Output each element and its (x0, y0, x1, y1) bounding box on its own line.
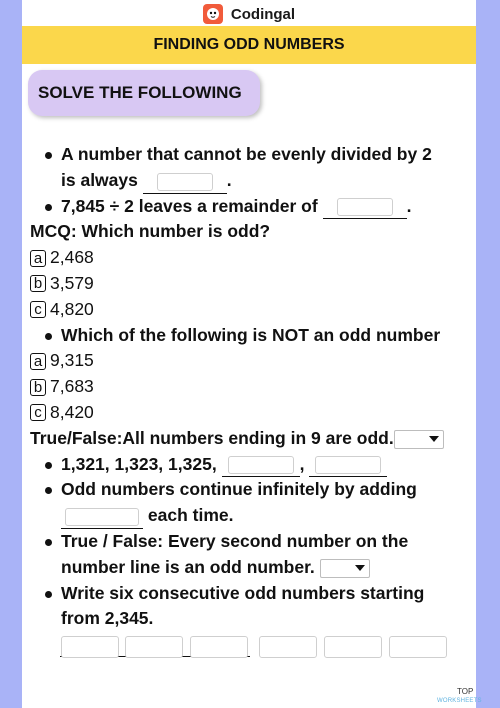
option-value: 4,820 (50, 298, 94, 319)
odd-answer-1[interactable] (61, 636, 119, 658)
mcq-1-option-c[interactable] (30, 297, 474, 323)
answer-blank-1[interactable] (143, 173, 227, 194)
mcq-2-option-c[interactable] (30, 400, 474, 426)
true-false-2 (30, 529, 474, 581)
odd-answer-6[interactable] (389, 636, 447, 658)
question-2-suffix: . (406, 195, 412, 216)
six-odd-answers (58, 636, 458, 658)
sequence-blank-1[interactable] (222, 456, 300, 477)
option-letter: c (30, 404, 46, 421)
option-value: 3,579 (50, 272, 94, 293)
question-1-line2 (61, 168, 474, 194)
odd-answer-5[interactable] (324, 636, 382, 658)
mcq-1-title: MCQ: Which number is odd? (30, 221, 271, 242)
infinite-suffix: each time. (147, 505, 234, 526)
infinite-blank[interactable] (61, 508, 143, 529)
answer-blank-2[interactable] (323, 198, 407, 219)
option-value: 7,683 (50, 376, 94, 397)
question-2-text: 7,845 ÷ 2 leaves a remainder of (61, 195, 318, 216)
section-heading: SOLVE THE FOLLOWING (28, 70, 260, 116)
true-false-1-dropdown[interactable] (394, 430, 444, 449)
infinite-line2 (61, 503, 474, 529)
question-list (30, 142, 474, 632)
question-1-prefix: is always (61, 169, 138, 190)
infinite-question (30, 477, 474, 529)
infinite-line1: Odd numbers continue infinitely by adding (61, 479, 417, 500)
true-false-1 (30, 426, 474, 452)
page-title: FINDING ODD NUMBERS (22, 26, 476, 64)
option-letter: a (30, 250, 46, 267)
mcq-1-option-b[interactable] (30, 271, 474, 297)
question-1-suffix: . (226, 169, 232, 190)
option-letter: b (30, 275, 46, 292)
option-value: 9,315 (50, 350, 94, 371)
option-letter: a (30, 353, 46, 370)
question-1 (30, 142, 474, 194)
true-false-1-text: True/False:All numbers ending in 9 are odd. (30, 427, 394, 448)
option-letter: b (30, 379, 46, 396)
odd-answer-2[interactable] (125, 636, 183, 658)
six-odd-line2: from 2,345. (61, 608, 154, 629)
true-false-2-dropdown[interactable] (320, 559, 370, 578)
sequence-blank-2[interactable] (309, 456, 387, 477)
mcq-2-option-a[interactable] (30, 348, 474, 374)
option-value: 2,468 (50, 247, 94, 268)
sequence-question (30, 452, 474, 478)
chevron-down-icon (355, 565, 365, 571)
six-odd-question (30, 581, 474, 633)
mcq-1-option-a[interactable] (30, 245, 474, 271)
question-2 (30, 194, 474, 220)
true-false-2-text: number line is an odd number. (61, 556, 315, 577)
sequence-text: 1,321, 1,323, 1,325, (61, 453, 217, 474)
codingal-logo-icon (203, 4, 223, 24)
sequence-separator: , (299, 453, 305, 474)
question-1-line1: A number that cannot be evenly divided by 2 (61, 144, 432, 164)
watermark: WORKSHEETS (437, 698, 482, 704)
six-odd-line1: Write six consecutive odd numbers starting (61, 582, 425, 603)
option-value: 8,420 (50, 401, 94, 422)
true-false-2-line1: True / False: Every second number on the (61, 530, 409, 551)
option-letter: c (30, 301, 46, 318)
chevron-down-icon (429, 436, 439, 442)
true-false-2-line2 (61, 555, 474, 581)
mcq-2-option-b[interactable] (30, 374, 474, 400)
brand-name: Codingal (230, 5, 296, 23)
brand-bar (22, 0, 476, 28)
mcq-2-title: Which of the following is NOT an odd number (30, 323, 474, 349)
odd-answer-4[interactable] (259, 636, 317, 658)
top-link[interactable]: TOP (457, 687, 474, 696)
odd-answer-3[interactable] (190, 636, 248, 658)
